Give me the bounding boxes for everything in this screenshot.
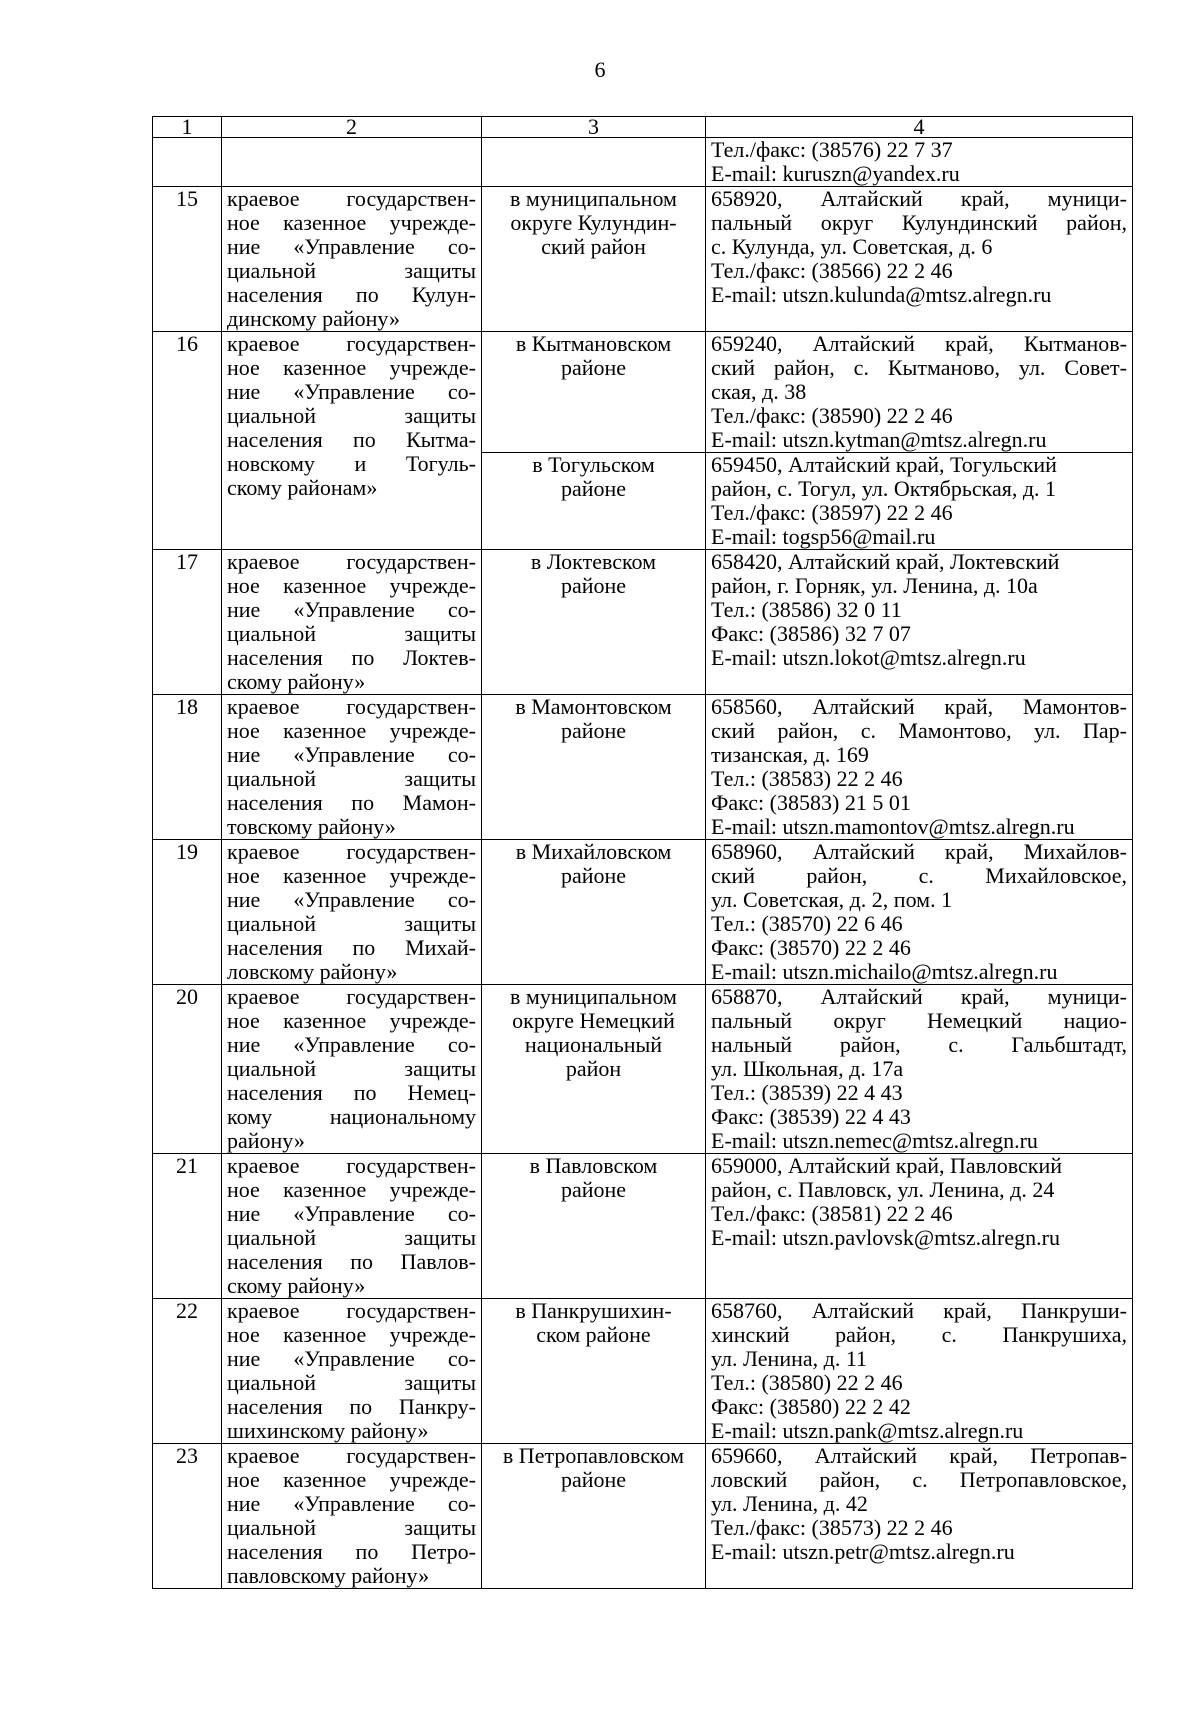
address-line: ская, д. 38	[711, 379, 807, 404]
column-header-1: 1	[153, 117, 222, 138]
address-cell	[706, 1444, 1133, 1589]
location-cell	[482, 138, 706, 187]
table-row	[153, 138, 1133, 187]
location-line: национальный	[524, 1032, 663, 1057]
address-line: Тел.: (38580) 22 2 46	[711, 1370, 903, 1395]
row-number: 20	[153, 985, 222, 1154]
institution-name-line: ное казенное учрежде-	[227, 1467, 476, 1492]
row-number: 16	[153, 332, 222, 550]
institution-name-line: населения по Михай-	[227, 935, 476, 960]
location-cell	[482, 550, 706, 695]
institution-name-line: динскому району»	[227, 306, 400, 331]
row-number: 18	[153, 695, 222, 840]
address-line: хинский район, с. Панкрушиха,	[711, 1322, 1127, 1347]
location-line: округе Немецкий	[512, 1008, 675, 1033]
institution-name-line: циальной защиты	[227, 1225, 476, 1250]
page-number: 6	[594, 57, 606, 82]
institution-name-line: циальной защиты	[227, 258, 476, 283]
address-line: Тел./факс: (38573) 22 2 46	[711, 1515, 953, 1540]
location-line: районе	[560, 1177, 627, 1202]
institution-name-line: циальной защиты	[227, 403, 476, 428]
row-number: 22	[153, 1299, 222, 1444]
institution-name-line: ловскому району»	[227, 959, 398, 984]
row-number: 15	[153, 187, 222, 332]
address-line: Тел.: (38570) 22 6 46	[711, 911, 903, 936]
address-cell	[706, 985, 1133, 1154]
table-row	[153, 187, 1133, 332]
address-cell	[706, 1154, 1133, 1299]
institution-name-line: району»	[227, 1128, 305, 1153]
location-line: в Кытмановском	[515, 331, 672, 356]
address-line: E-mail: utszn.kytman@mtsz.alregn.ru	[711, 427, 1047, 452]
address-line: Факс: (38583) 21 5 01	[711, 790, 911, 815]
location-line: район	[565, 1056, 622, 1081]
column-header-4: 4	[706, 117, 1133, 138]
table-row	[153, 550, 1133, 695]
address-line: ул. Ленина, д. 42	[711, 1491, 868, 1516]
institution-name	[222, 332, 482, 550]
institution-name-line: циальной защиты	[227, 621, 476, 646]
location-cell	[482, 1154, 706, 1299]
institution-name	[222, 985, 482, 1154]
institution-name-line: ное казенное учрежде-	[227, 210, 476, 235]
address-line: ский район, с. Кытманово, ул. Совет-	[711, 355, 1127, 380]
institution-name-line: ние «Управление со-	[227, 742, 476, 767]
address-cell	[706, 453, 1133, 550]
institution-name	[222, 1299, 482, 1444]
address-line: пальный округ Немецкий нацио-	[711, 1008, 1127, 1033]
institution-name-line: краевое государствен-	[227, 1153, 476, 1178]
address-line: ловский район, с. Петропавловское,	[711, 1467, 1127, 1492]
institution-name-line: краевое государствен-	[227, 1443, 476, 1468]
institution-name-line: ное казенное учрежде-	[227, 1008, 476, 1033]
address-line: ул. Советская, д. 2, пом. 1	[711, 887, 953, 912]
address-line: E-mail: utszn.nemec@mtsz.alregn.ru	[711, 1128, 1038, 1153]
location-cell	[482, 332, 706, 453]
location-line: районе	[560, 476, 627, 501]
address-line: Тел./факс: (38576) 22 7 37	[711, 137, 953, 162]
location-cell	[482, 1299, 706, 1444]
address-cell	[706, 695, 1133, 840]
institution-name-line: товскому району»	[227, 814, 396, 839]
address-line: Факс: (38570) 22 2 46	[711, 935, 911, 960]
institution-name-line: циальной защиты	[227, 911, 476, 936]
address-cell	[706, 840, 1133, 985]
institution-name	[222, 840, 482, 985]
address-line: Тел./факс: (38581) 22 2 46	[711, 1201, 953, 1226]
location-cell	[482, 985, 706, 1154]
institution-name-line: краевое государствен-	[227, 186, 476, 211]
address-line: 659660, Алтайский край, Петропав-	[711, 1443, 1127, 1468]
institution-name-line: ное казенное учрежде-	[227, 718, 476, 743]
location-cell	[482, 187, 706, 332]
address-line: 658920, Алтайский край, муници-	[711, 186, 1127, 211]
address-line: Тел.: (38583) 22 2 46	[711, 766, 903, 791]
institution-name	[222, 187, 482, 332]
address-line: ул. Школьная, д. 17а	[711, 1056, 904, 1081]
institution-name-line: циальной защиты	[227, 1056, 476, 1081]
address-line: E-mail: utszn.michailo@mtsz.alregn.ru	[711, 959, 1058, 984]
row-number: 21	[153, 1154, 222, 1299]
institution-name-line: циальной защиты	[227, 1515, 476, 1540]
address-line: 659000, Алтайский край, Павловский	[711, 1153, 1063, 1178]
address-line: 659450, Алтайский край, Тогульский	[711, 452, 1057, 477]
address-line: E-mail: utszn.pank@mtsz.alregn.ru	[711, 1418, 1024, 1443]
address-line: Тел./факс: (38597) 22 2 46	[711, 500, 953, 525]
address-line: E-mail: kuruszn@yandex.ru	[711, 161, 960, 186]
institution-name-line: ние «Управление со-	[227, 597, 476, 622]
institutions-table	[152, 116, 1133, 1589]
table-row	[153, 695, 1133, 840]
address-line: район, с. Павловск, ул. Ленина, д. 24	[711, 1177, 1055, 1202]
institution-name-line: ние «Управление со-	[227, 379, 476, 404]
row-number	[153, 138, 222, 187]
table-row	[153, 332, 1133, 453]
institution-name-line: ние «Управление со-	[227, 234, 476, 259]
address-line: E-mail: togsp56@mail.ru	[711, 524, 936, 549]
institution-name-line: павловскому району»	[227, 1563, 430, 1588]
address-line: тизанская, д. 169	[711, 742, 869, 767]
institution-name-line: скому району»	[227, 1273, 366, 1298]
address-line: ул. Ленина, д. 11	[711, 1346, 868, 1371]
institution-name-line: населения по Павлов-	[227, 1249, 476, 1274]
institution-name-line: скому районам»	[227, 475, 378, 500]
address-line: 659240, Алтайский край, Кытманов-	[711, 331, 1127, 356]
address-line: пальный округ Кулундинский район,	[711, 210, 1127, 235]
location-line: в Локтевском	[530, 549, 657, 574]
location-line: ский район	[541, 234, 646, 259]
institution-name-line: кому национальному	[227, 1104, 476, 1129]
location-line: в муниципальном	[510, 186, 677, 211]
address-cell	[706, 332, 1133, 453]
institution-name-line: ное казенное учрежде-	[227, 355, 476, 380]
institution-name-line: скому району»	[227, 669, 366, 694]
address-line: нальный район, с. Гальбштадт,	[711, 1032, 1127, 1057]
address-line: 658870, Алтайский край, муници-	[711, 984, 1127, 1009]
institution-name-line: ное казенное учрежде-	[227, 1322, 476, 1347]
institution-name-line: населения по Кытма-	[227, 427, 476, 452]
institution-name-line: ное казенное учрежде-	[227, 1177, 476, 1202]
address-line: район, г. Горняк, ул. Ленина, д. 10а	[711, 573, 1038, 598]
institution-name-line: новскому и Тогуль-	[227, 451, 476, 476]
address-cell	[706, 1299, 1133, 1444]
location-line: районе	[560, 1467, 627, 1492]
location-line: в Михайловском	[515, 839, 672, 864]
column-header-3: 3	[482, 117, 706, 138]
institution-name-line: ние «Управление со-	[227, 1032, 476, 1057]
address-line: 658420, Алтайский край, Локтевский	[711, 549, 1060, 574]
location-line: в Петропавловском	[502, 1443, 685, 1468]
location-cell	[482, 1444, 706, 1589]
location-cell	[482, 840, 706, 985]
institution-name-line: циальной защиты	[227, 766, 476, 791]
institution-name-line: ние «Управление со-	[227, 1346, 476, 1371]
location-line: в Павловском	[529, 1153, 658, 1178]
address-cell	[706, 187, 1133, 332]
institution-name	[222, 1154, 482, 1299]
address-line: ский район, с. Михайловское,	[711, 863, 1127, 888]
address-line: 658760, Алтайский край, Панкруши-	[711, 1298, 1127, 1323]
table-row	[153, 840, 1133, 985]
address-line: E-mail: utszn.mamontov@mtsz.alregn.ru	[711, 814, 1075, 839]
address-line: 658960, Алтайский край, Михайлов-	[711, 839, 1127, 864]
institution-name	[222, 1444, 482, 1589]
row-number: 17	[153, 550, 222, 695]
address-line: район, с. Тогул, ул. Октябрьская, д. 1	[711, 476, 1057, 501]
location-line: районе	[560, 573, 627, 598]
address-line: E-mail: utszn.petr@mtsz.alregn.ru	[711, 1539, 1015, 1564]
address-line: E-mail: utszn.kulunda@mtsz.alregn.ru	[711, 282, 1052, 307]
address-line: с. Кулунда, ул. Советская, д. 6	[711, 234, 993, 259]
institution-name-line: ное казенное учрежде-	[227, 863, 476, 888]
address-line: Тел./факс: (38566) 22 2 46	[711, 258, 953, 283]
institution-name-line: краевое государствен-	[227, 984, 476, 1009]
institution-name-line: шихинскому району»	[227, 1418, 429, 1443]
address-line: Факс: (38586) 32 7 07	[711, 621, 911, 646]
institution-name-line: краевое государствен-	[227, 1298, 476, 1323]
institution-name-line: населения по Панкру-	[227, 1394, 476, 1419]
location-cell	[482, 453, 706, 550]
institution-name-line: ние «Управление со-	[227, 1491, 476, 1516]
institution-name-line: ное казенное учрежде-	[227, 573, 476, 598]
address-line: Тел.: (38539) 22 4 43	[711, 1080, 903, 1105]
row-number: 23	[153, 1444, 222, 1589]
institution-name-line: населения по Кулун-	[227, 282, 476, 307]
table-row	[153, 1299, 1133, 1444]
institution-name-line: краевое государствен-	[227, 549, 476, 574]
address-line: Тел.: (38586) 32 0 11	[711, 597, 902, 622]
address-line: Факс: (38539) 22 4 43	[711, 1104, 911, 1129]
table-row	[153, 1154, 1133, 1299]
institution-name-line: населения по Локтев-	[227, 645, 476, 670]
institution-name-line: краевое государствен-	[227, 694, 476, 719]
header-row	[153, 117, 1133, 138]
address-line: E-mail: utszn.lokot@mtsz.alregn.ru	[711, 645, 1026, 670]
institution-name-line: населения по Немец-	[227, 1080, 476, 1105]
table-row	[153, 985, 1133, 1154]
location-line: в муниципальном	[510, 984, 677, 1009]
location-line: ском районе	[536, 1322, 651, 1347]
institution-name	[222, 550, 482, 695]
institution-name	[222, 138, 482, 187]
location-line: округе Кулундин-	[510, 210, 677, 235]
row-number: 19	[153, 840, 222, 985]
location-line: районе	[560, 863, 627, 888]
table-row	[153, 1444, 1133, 1589]
institution-name-line: циальной защиты	[227, 1370, 476, 1395]
address-line: ский район, с. Мамонтово, ул. Пар-	[711, 718, 1127, 743]
location-cell	[482, 695, 706, 840]
institution-name-line: краевое государствен-	[227, 839, 476, 864]
address-line: 658560, Алтайский край, Мамонтов-	[711, 694, 1127, 719]
address-line: Тел./факс: (38590) 22 2 46	[711, 403, 953, 428]
location-line: в Панкрушихин-	[515, 1298, 672, 1323]
address-line: E-mail: utszn.pavlovsk@mtsz.alregn.ru	[711, 1225, 1060, 1250]
institution-name-line: ние «Управление со-	[227, 887, 476, 912]
column-header-2: 2	[222, 117, 482, 138]
location-line: в Мамонтовском	[515, 694, 672, 719]
institution-name-line: краевое государствен-	[227, 331, 476, 356]
address-cell	[706, 138, 1133, 187]
institution-name-line: населения по Петро-	[227, 1539, 476, 1564]
institution-name-line: населения по Мамон-	[227, 790, 476, 815]
institution-name	[222, 695, 482, 840]
location-line: районе	[560, 355, 627, 380]
address-line: Факс: (38580) 22 2 42	[711, 1394, 911, 1419]
institution-name-line: ние «Управление со-	[227, 1201, 476, 1226]
location-line: районе	[560, 718, 627, 743]
location-line: в Тогульском	[532, 452, 655, 477]
address-cell	[706, 550, 1133, 695]
